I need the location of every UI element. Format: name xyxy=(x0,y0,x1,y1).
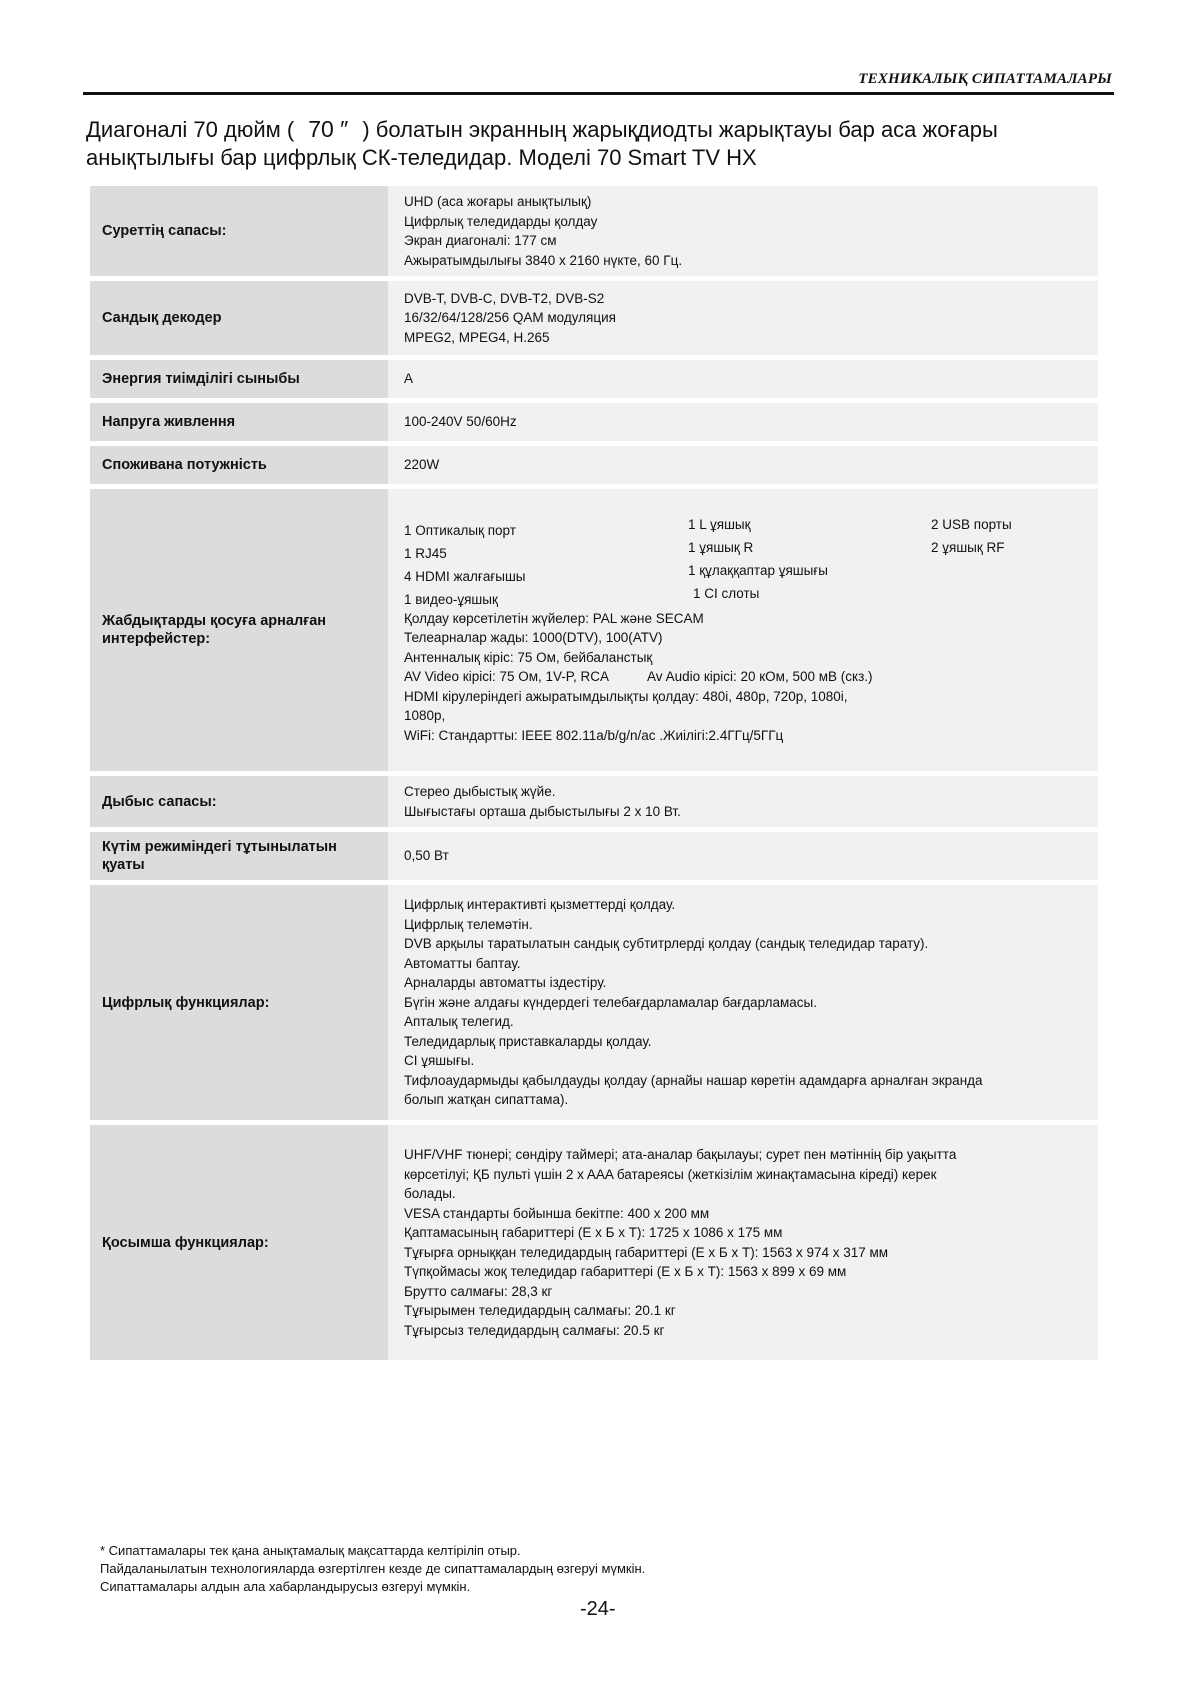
spec-row-decoder xyxy=(90,281,1098,355)
ports-grid xyxy=(404,515,1086,607)
spec-value: A xyxy=(388,360,1098,398)
ports-column-3 xyxy=(931,515,1012,561)
intro-line2: анықтылығы бар цифрлық СК-теледидар. Моделі 70 Smart TV HX xyxy=(86,145,757,170)
spec-line: Автоматты баптау. xyxy=(404,955,521,971)
ports-column-1 xyxy=(404,521,526,613)
spec-value xyxy=(388,489,1098,771)
spec-value xyxy=(388,885,1098,1120)
spec-label: Күтім режиміндегі тұтынылатын қуаты xyxy=(90,832,388,880)
spec-label: Энергия тиімділігі сыныбы xyxy=(90,360,388,398)
spec-line: Тұғырға орныққан теледидардың габариттері (Е х Б х Т): 1563 x 974 x 317 мм xyxy=(404,1244,889,1260)
spec-row-sound xyxy=(90,776,1098,827)
spec-line: DVB арқылы таратылатын сандық субтитрлерді қолдау (сандық теледидар тарату). xyxy=(404,936,929,952)
section-title: ТЕХНИКАЛЫҚ СИПАТТАМАЛАРЫ xyxy=(858,71,1112,87)
spec-row-power xyxy=(90,446,1098,484)
hdmi-resolutions-cont: 1080p, xyxy=(404,708,446,724)
spec-line: Стерео дыбыстық жүйе. xyxy=(404,784,556,799)
spec-line: көрсетілуі; ҚБ пульті үшін 2 x AAA батареясы (жеткізілім жинақтамасына кіреді) керек xyxy=(404,1166,937,1182)
spec-row-interfaces xyxy=(90,489,1098,771)
spec-label: Суреттің сапасы: xyxy=(90,186,388,276)
spec-line: DVB-T, DVB-C, DVB-T2, DVB-S2 xyxy=(404,290,605,306)
spec-line: Тұғырымен теледидардың салмағы: 20.1 кг xyxy=(404,1303,676,1318)
spec-line: Тифлоаудармыды қабылдауды қолдау (арнайы нашар көретін адамдарға арналған экранда xyxy=(404,1072,983,1088)
port-item: 2 ұяшық RF xyxy=(931,539,1005,555)
page-number: -24- xyxy=(580,1598,616,1620)
footnote-line: * Сипаттамалары тек қана анықтамалық мақсаттарда келтіріліп отыр. xyxy=(100,1543,521,1558)
spec-row-standby xyxy=(90,832,1098,880)
port-item: 1 CI слоты xyxy=(693,585,760,601)
intro-part2: ) болатын экранның жарықдиодты жарықтауы бар аса жоғары xyxy=(362,117,998,142)
spec-line: UHD (аса жоғары анықтылық) xyxy=(404,194,592,209)
spec-value xyxy=(388,776,1098,827)
footnote-line: Сипаттамалары алдын ала хабарландырусыз өзгеруі мүмкін. xyxy=(100,1579,471,1594)
port-item: 1 ұяшық R xyxy=(688,539,754,555)
spec-line: Түпқоймасы жоқ теледидар габариттері (Е х Б х Т): 1563 x 899 x 69 мм xyxy=(404,1264,847,1279)
spec-line: Цифрлық теледидарды қолдау xyxy=(404,213,598,229)
spec-line: UHF/VHF тюнері; сөндіру таймері; ата-аналар бақылауы; сурет пен мәтіннің бір уақытта xyxy=(404,1147,957,1162)
diagonal-value: 70 ″ xyxy=(308,116,349,142)
spec-label: Цифрлық функциялар: xyxy=(90,885,388,1120)
spec-line: Экран диагоналі: 177 см xyxy=(404,233,557,248)
port-item: 2 USB порты xyxy=(931,516,1012,532)
wifi-spec: WiFi: Стандартты: IEEE 802.11a/b/g/n/ac .Жиілігі:2.4ГГц/5ГГц xyxy=(404,727,784,743)
spec-line: Цифрлық интерактивті қызметтерді қолдау. xyxy=(404,897,676,913)
channel-memory: Телеарналар жады: 1000(DTV), 100(ATV) xyxy=(404,630,663,646)
spec-value: 0,50 Вт xyxy=(388,832,1098,880)
intro-part1: Диагоналі 70 дюйм ( xyxy=(86,117,295,142)
av-audio-input: Av Audio кірісі: 20 кОм, 500 мВ (скз.) xyxy=(647,669,873,685)
ports-column-2 xyxy=(688,515,828,607)
spec-row-digital xyxy=(90,885,1098,1120)
port-item: 1 құлаққаптар ұяшығы xyxy=(688,562,828,578)
spec-line: болып жатқан сипаттама). xyxy=(404,1092,569,1108)
spec-line: Апталық телегид. xyxy=(404,1014,514,1030)
antenna-input: Антенналық кіріс: 75 Ом, бейбаланстық xyxy=(404,649,653,665)
port-item: 4 HDMI жалғағышы xyxy=(404,568,526,584)
footnote-line: Пайдаланылатын технологияларда өзгертілген кезде де сипаттамалардың өзгеруі мүмкін. xyxy=(100,1561,646,1576)
port-item: 1 Оптикалық порт xyxy=(404,522,516,538)
spec-line: Тұғырсыз теледидардың салмағы: 20.5 кг xyxy=(404,1322,665,1338)
spec-label: Споживана потужність xyxy=(90,446,388,484)
spec-label: Напруга живлення xyxy=(90,403,388,441)
spec-line: Қаптамасының габариттері (Е х Б х Т): 1725 x 1086 x 175 мм xyxy=(404,1225,783,1240)
av-video-input: AV Video кірісі: 75 Ом, 1V-P, RCA xyxy=(404,669,610,685)
spec-value: 220W xyxy=(388,446,1098,484)
spec-label: Сандық декодер xyxy=(90,281,388,355)
footnote xyxy=(100,1542,645,1596)
spec-line: Бүгін және алдағы күндердегі телебағдарламалар бағдарламасы. xyxy=(404,994,817,1010)
spec-row-picture xyxy=(90,186,1098,276)
spec-value xyxy=(388,281,1098,355)
spec-line: Цифрлық телемәтін. xyxy=(404,916,533,932)
spec-value: 100-240V 50/60Hz xyxy=(388,403,1098,441)
av-inputs xyxy=(404,667,1086,687)
spec-line: 16/32/64/128/256 QAM модуляция xyxy=(404,310,616,326)
spec-line: Брутто салмағы: 28,3 кг xyxy=(404,1283,553,1299)
spec-row-extra xyxy=(90,1125,1098,1360)
spec-line: Шығыстағы орташа дыбыстылығы 2 x 10 Вт. xyxy=(404,803,681,819)
header-divider xyxy=(83,92,1114,95)
spec-line: Ажыратымдылығы 3840 х 2160 нүкте, 60 Гц. xyxy=(404,252,683,268)
spec-value xyxy=(388,186,1098,276)
port-item: 1 L ұяшық xyxy=(688,516,751,532)
spec-row-voltage xyxy=(90,403,1098,441)
spec-line: VESA стандарты бойынша бекітпе: 400 x 200 мм xyxy=(404,1205,710,1221)
spec-line: Арналарды автоматты іздестіру. xyxy=(404,975,607,991)
spec-label: Дыбыс сапасы: xyxy=(90,776,388,827)
spec-line: MPEG2, MPEG4, H.265 xyxy=(404,329,550,345)
spec-line: болады. xyxy=(404,1186,456,1201)
spec-line: Теледидарлық приставкаларды қолдау. xyxy=(404,1033,652,1049)
hdmi-resolutions: HDMI кірулеріндегі ажыратымдылықты қолдау: 480i, 480p, 720p, 1080i, xyxy=(404,688,848,704)
spec-label: Жабдықтарды қосуға арналған интерфейстер: xyxy=(90,489,388,771)
tv-systems: Қолдау көрсетілетін жүйелер: PAL және SECAM xyxy=(404,610,704,626)
spec-label: Қосымша функциялар: xyxy=(90,1125,388,1360)
port-item: 1 видео-ұяшық xyxy=(404,591,498,607)
product-description xyxy=(86,115,1126,172)
port-item: 1 RJ45 xyxy=(404,545,447,561)
spec-line: CI ұяшығы. xyxy=(404,1053,475,1069)
spec-table xyxy=(90,181,1098,1365)
spec-row-energy xyxy=(90,360,1098,398)
spec-value xyxy=(388,1125,1098,1360)
